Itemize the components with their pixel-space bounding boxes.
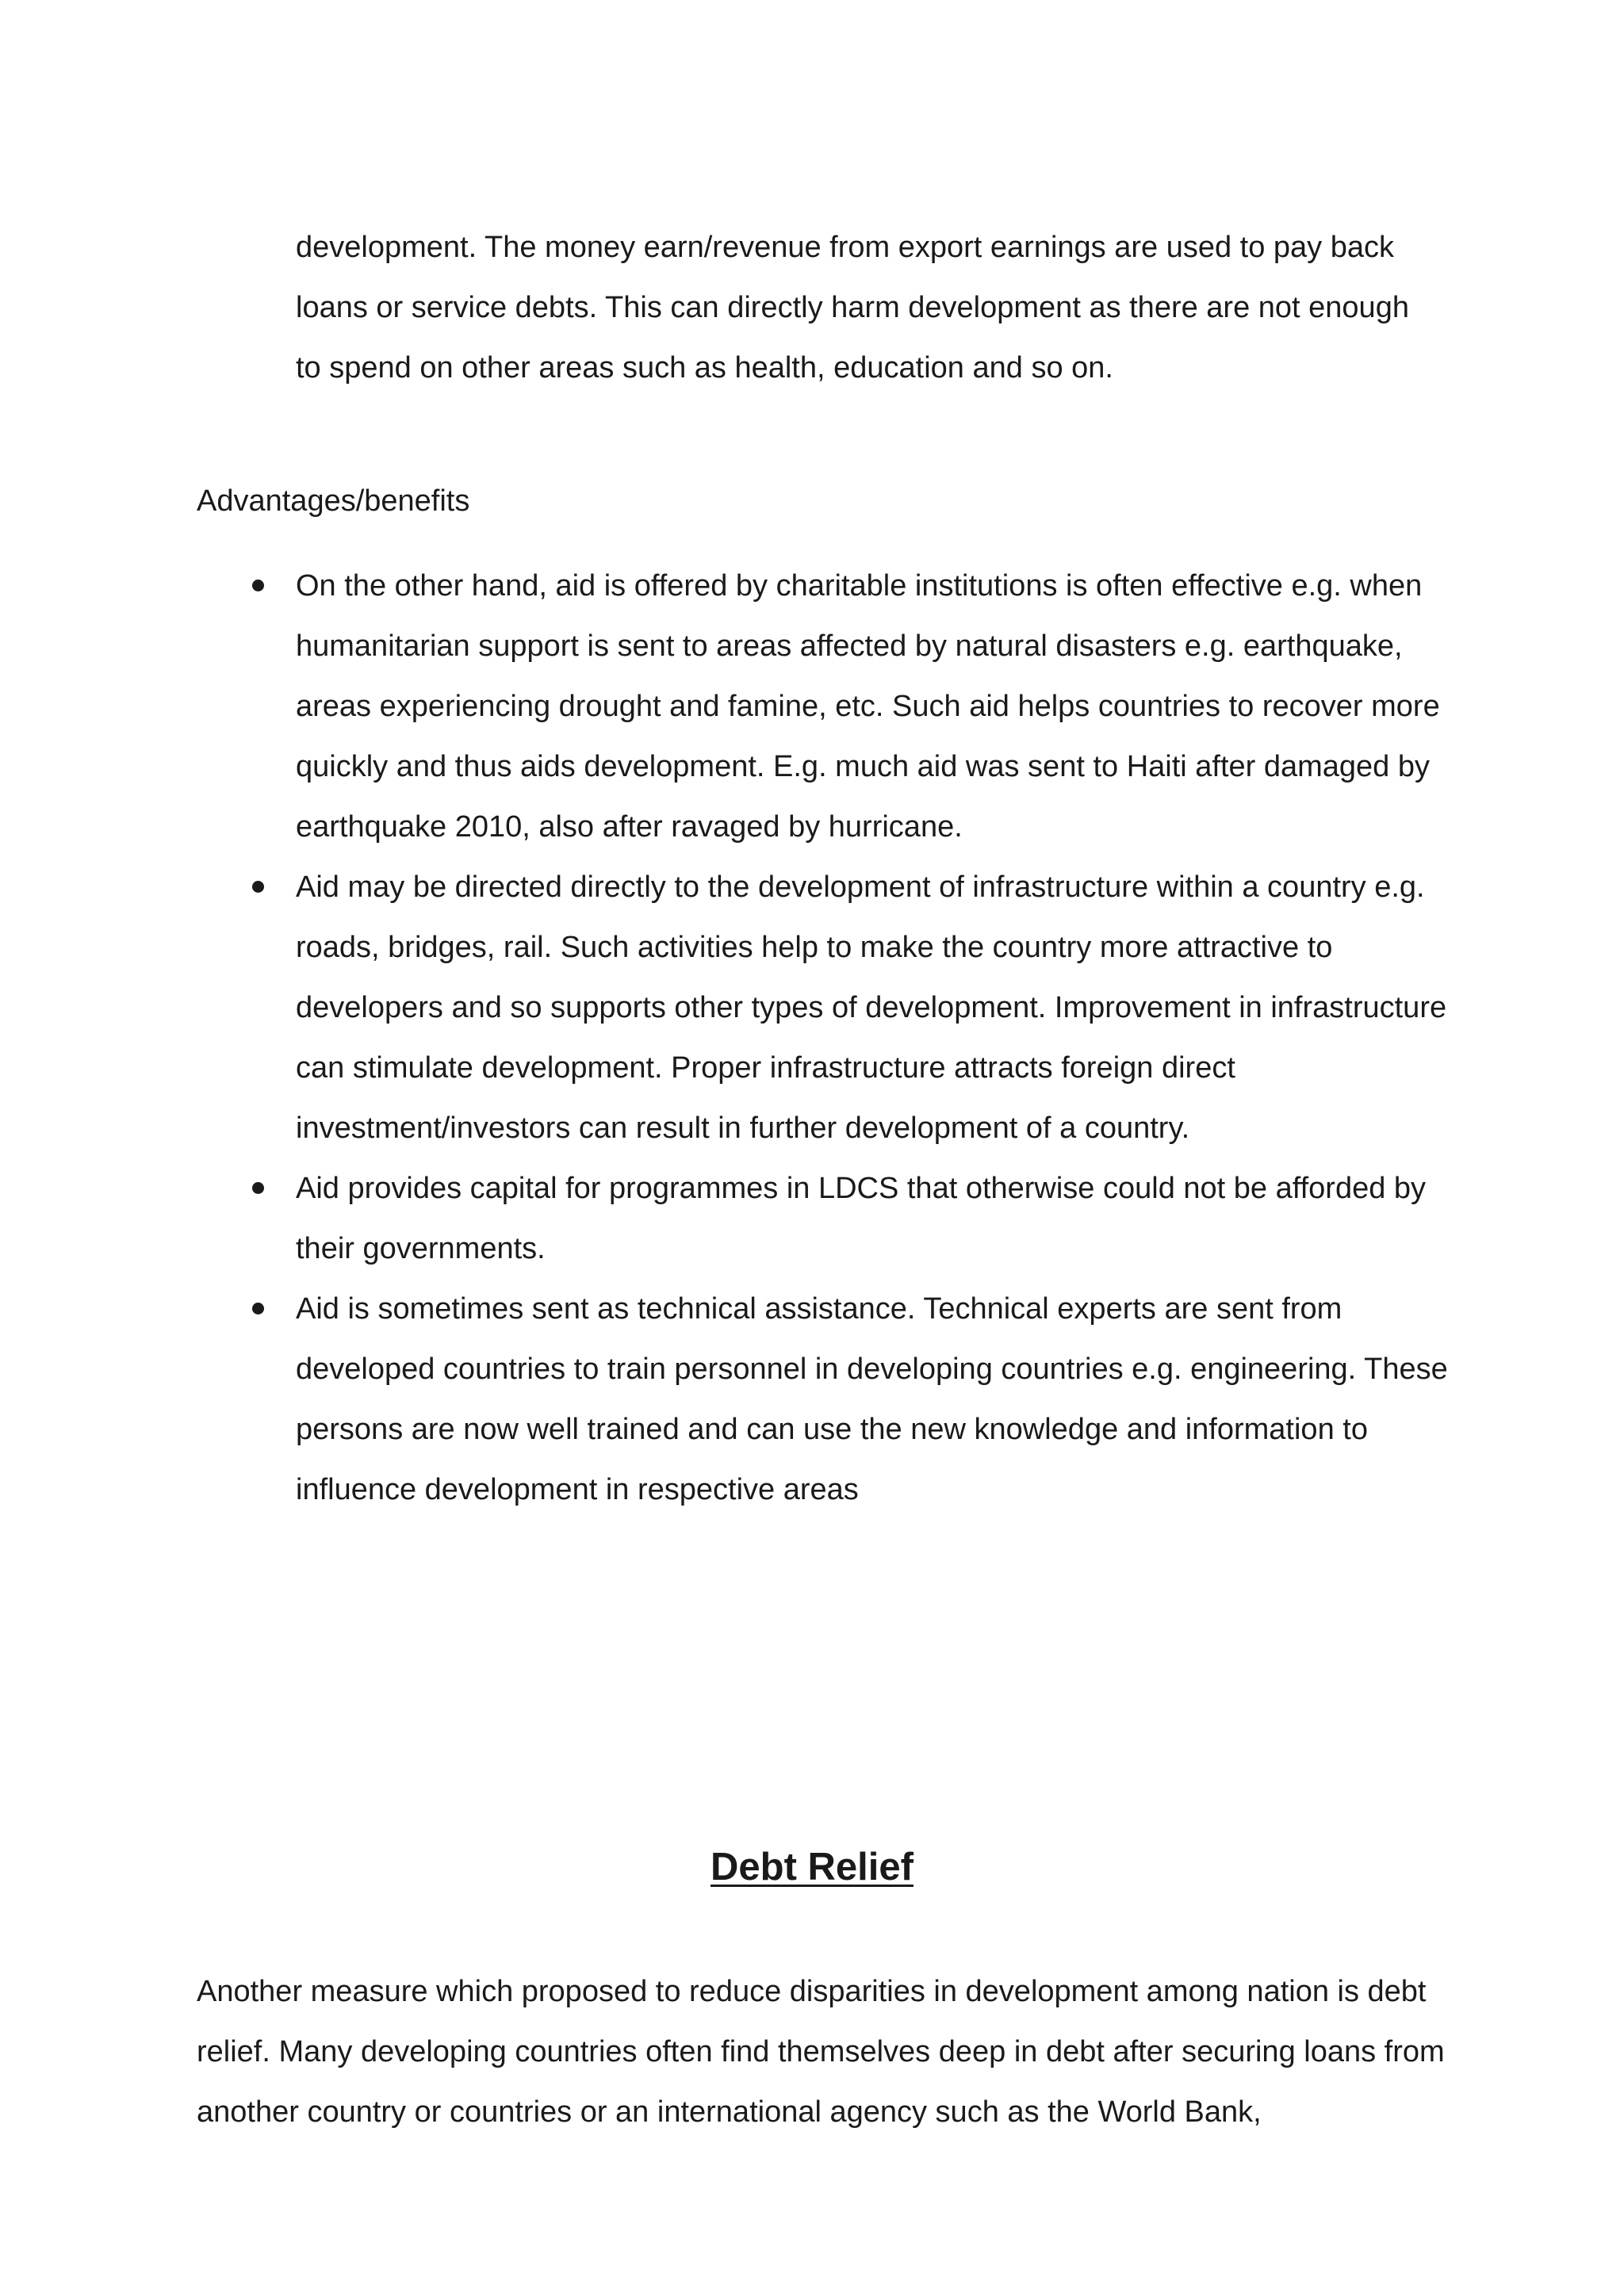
list-item-text: Aid may be directed directly to the development of infrastructure within a country e.g. roads, bridges, rail. Such activities help to make the country more attractive to developers and so supports other types of development. Improvement in infrastructure can stimulate development. Proper infrastructure attracts foreign direct investment/investors can result in further development of a country.	[296, 871, 1447, 1145]
debt-relief-intro-paragraph: Another measure which proposed to reduce disparities in development among nation is debt relief. Many developing countries often find themselves deep in debt after securing loans from another country or countries or an international agency such as the World Bank,	[197, 1975, 1445, 2129]
section-heading	[0, 1839, 1624, 1895]
debt-relief-heading: Debt Relief	[710, 1846, 914, 1888]
list-item	[246, 556, 1451, 857]
bullet-icon	[252, 881, 264, 893]
continuation-paragraph: development. The money earn/revenue from export earnings are used to pay back loans or service debts. This can directly harm development as there are not enough to spend on other areas such as health, education and so on.	[296, 231, 1409, 385]
list-item	[246, 857, 1451, 1158]
list-item	[246, 1158, 1451, 1279]
advantages-label: Advantages/benefits	[197, 484, 470, 518]
advantages-list	[246, 556, 1451, 1520]
bullet-icon	[252, 580, 264, 591]
list-item-text: On the other hand, aid is offered by charitable institutions is often effective e.g. when humanitarian support is sent to areas affected by natural disasters e.g. earthquake, areas experiencing drought and famine, etc. Such aid helps countries to recover more quickly and thus aids development. E.g. much aid was sent to Haiti after damaged by earthquake 2010, also after ravaged by hurricane.	[296, 569, 1440, 844]
list-item	[246, 1279, 1451, 1520]
bullet-icon	[252, 1182, 264, 1194]
bullet-icon	[252, 1303, 264, 1314]
list-item-text: Aid provides capital for programmes in LDCS that otherwise could not be afforded by their governments.	[296, 1172, 1427, 1265]
list-item-text: Aid is sometimes sent as technical assistance. Technical experts are sent from developed countries to train personnel in developing countries e.g. engineering. These persons are now well trained and can use the new knowledge and information to influence development in respective areas	[296, 1292, 1448, 1506]
